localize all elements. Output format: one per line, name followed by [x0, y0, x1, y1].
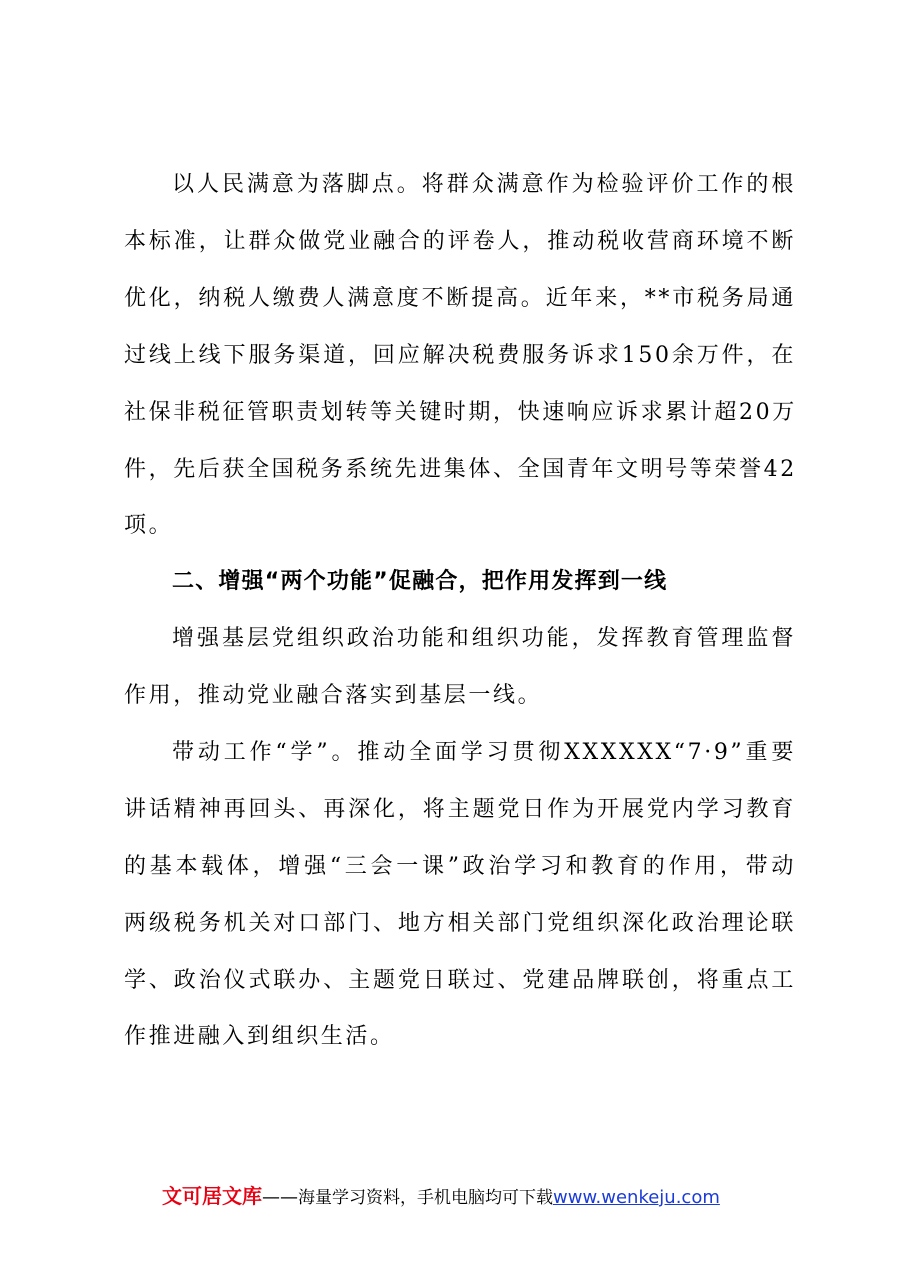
- paragraph-3-line-4: 两级税务机关对口部门、地方相关部门党组织深化政治理论联: [124, 911, 796, 936]
- footer-dash: ——: [262, 1187, 298, 1208]
- paragraph-1-line-4: 过线上线下服务渠道，回应解决税费服务诉求150余万件，在: [124, 343, 796, 368]
- paragraph-3-line-3: 的基本载体，增强“三会一课”政治学习和教育的作用，带动: [124, 854, 796, 879]
- paragraph-2-line-2: 作用，推动党业融合落实到基层一线。: [124, 683, 543, 708]
- paragraph-1-line-6: 件，先后获全国税务系统先进集体、全国青年文明号等荣誉42: [124, 457, 797, 482]
- footer-brand: 文可居文库: [162, 1184, 262, 1208]
- footer-banner: [162, 1182, 720, 1210]
- footer-url-link[interactable]: www.wenkeju.com: [553, 1187, 720, 1208]
- footer-slogan: 海量学习资料，手机电脑均可下载: [298, 1188, 553, 1208]
- paragraph-2-line-1: 增强基层党组织政治功能和组织功能，发挥教育管理监督: [172, 626, 796, 651]
- paragraph-1-line-5: 社保非税征管职责划转等关键时期，快速响应诉求累计超20万: [124, 400, 797, 425]
- paragraph-3-line-6: 作推进融入到组织生活。: [124, 1024, 395, 1049]
- paragraph-1-line-1: 以人民满意为落脚点。将群众满意作为检验评价工作的根: [172, 172, 796, 197]
- paragraph-3-line-2: 讲话精神再回头、再深化，将主题党日作为开展党内学习教育: [124, 797, 796, 822]
- paragraph-3-line-1: 带动工作“学”。推动全面学习贯彻XXXXXX“7·9”重要: [172, 740, 796, 765]
- section-heading: 二、增强“两个功能”促融合，把作用发挥到一线: [172, 569, 668, 594]
- paragraph-1-line-3: 优化，纳税人缴费人满意度不断提高。近年来，**市税务局通: [124, 286, 796, 311]
- paragraph-3-line-5: 学、政治仪式联办、主题党日联过、党建品牌联创，将重点工: [124, 968, 796, 993]
- paragraph-1-line-2: 本标准，让群众做党业融合的评卷人，推动税收营商环境不断: [124, 229, 796, 254]
- paragraph-1-line-7: 项。: [124, 513, 174, 538]
